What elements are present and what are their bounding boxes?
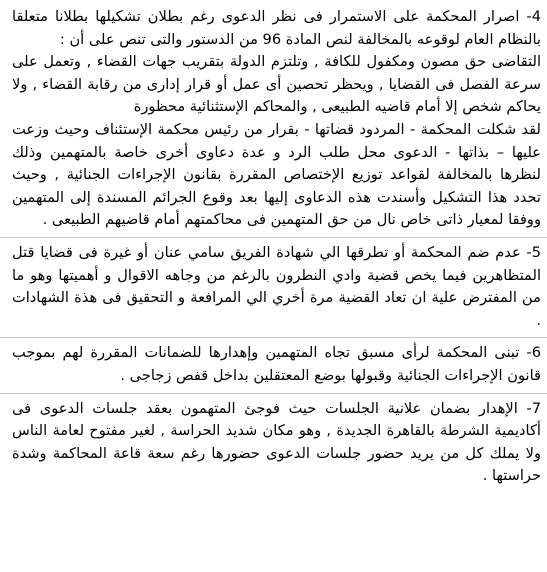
- list-item-4: [12, 6, 541, 232]
- divider: [0, 237, 547, 238]
- divider: [0, 393, 547, 394]
- list-item-7: [12, 398, 541, 488]
- list-item-5: [12, 242, 541, 332]
- item-5-text: 5- عدم ضم المحكمة أو تطرقها الي شهادة الفريق سامي عنان أو غيرة فى قضايا قتل المتظاهرين فيما يخص قضية وادي النطرون بالرغم من وجاهه الاقوال و أهميتها وهو ما من المفترض علية ان تعاد القضية مرة أخري الي المرافعة و التحقيق فى هذة الشهادات .: [12, 243, 541, 329]
- item-7-text: 7- الإهدار بضمان علانية الجلسات حيث فوجئ المتهمون بعقد جلسات الدعوى فى أكاديمية الشرطة بالقاهرة الجديدة , وهو مكان شديد الحراسة , لغير مفتوح لعامة الناس ولا يملك كل من يريد حضور جلسات الدعوى حضورها رغم سعة قاعة المحاكمة وشدة حراستها .: [12, 399, 541, 485]
- item-6-text: 6- تبنى المحكمة لرأى مسبق تجاه المتهمين وإهدارها للضمانات المقررة لهم بموجب قانون الإجراءات الجنائية وقبولها بوضع المعتقلين بداخل قفص زجاجى .: [12, 344, 541, 384]
- item-4-quote: التقاضى حق مصون ومكفول للكافة , وتلتزم الدولة بتقريب جهات القضاء , وتعمل على سرعة الفصل فى القضايا , ويحظر تحصين أى عمل أو قرار إدارى من رقابة القضاء , ولا يحاكم شخص إلا أمام قاضيه الطبيعى , والمحاكم الإستثنائية محظورة: [12, 53, 541, 116]
- divider: [0, 337, 547, 338]
- list-item-6: [12, 342, 541, 387]
- item-4-heading: 4- اصرار المحكمة على الاستمرار فى نظر الدعوى رغم بطلان تشكيلها بطلانا متعلقا بالنظام العام لوقوعه بالمخالفة لنص المادة 96 من الدستور والتى تنص على أن :: [12, 8, 541, 48]
- item-4-body: لقد شكلت المحكمة - المردود قضاتها - بقرار من رئيس محكمة الإستئناف وحيث وزعت عليها – بذاتها - الدعوى محل طلب الرد و عدة دعاوى أخرى خاصة بالمتهمين وذلك لنظرها بالمخالفة لقواعد توزيع الإختصاص المقررة بقانون الإجراءات الجنائية , وحيث تحدد هذا التشكيل وأسندت هذه الدعاوى إليها بعد وقوع الجرائم المسندة إلى المتهمين ووفقا لمعيار ذاتى خاص نال من حق المتهمين فى محاكمتهم أمام قاضيهم الطبيعى .: [12, 120, 541, 229]
